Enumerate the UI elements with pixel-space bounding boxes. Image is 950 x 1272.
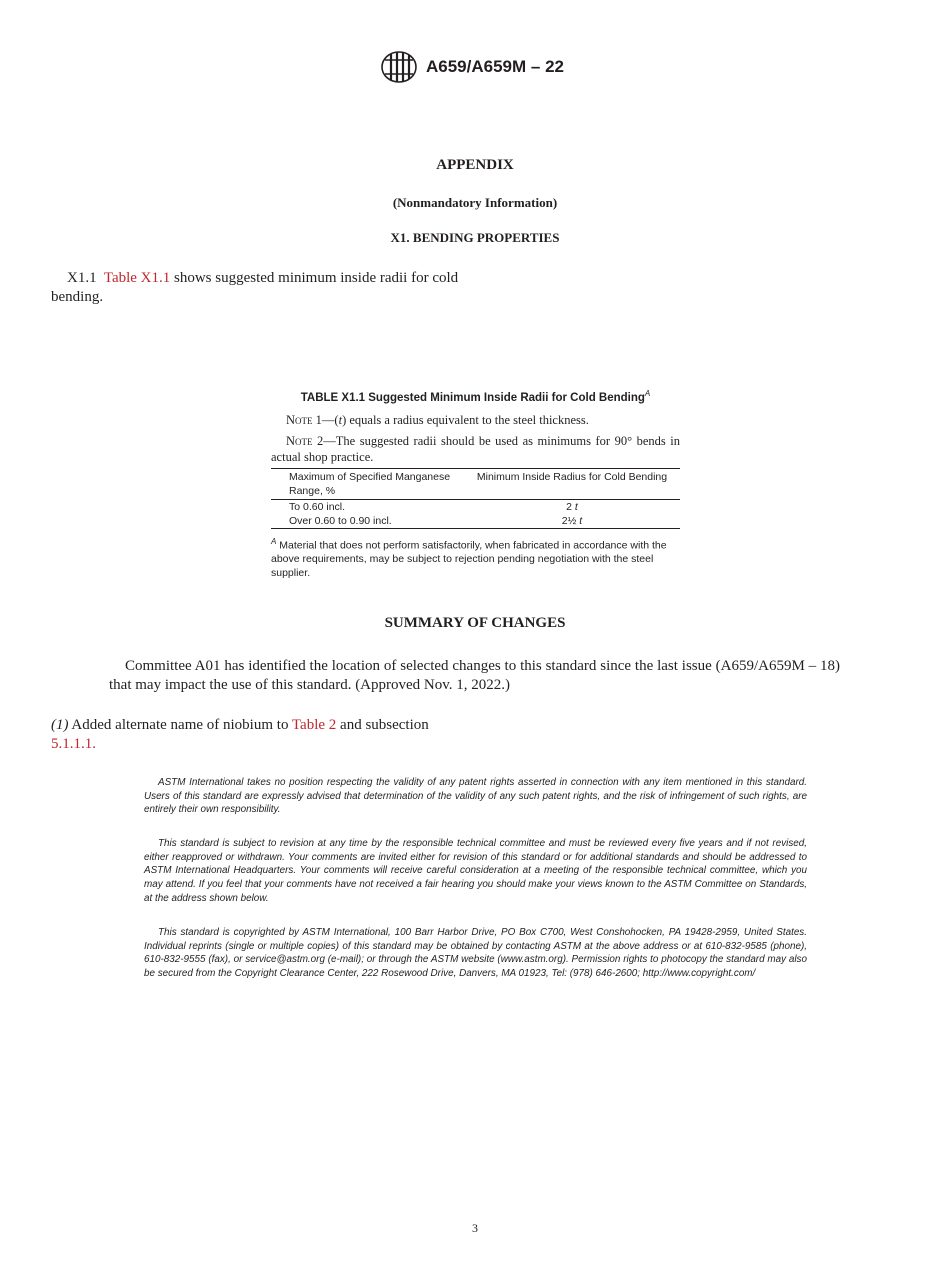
note-variable: t [338, 412, 343, 427]
table-row [271, 514, 680, 529]
item-period: . [92, 736, 96, 752]
table-x1-1-link[interactable]: Table X1.1 [103, 270, 171, 286]
radius-variable: t [574, 500, 578, 513]
item-number: (1) [51, 717, 69, 733]
radius-cell [464, 499, 680, 514]
paragraph-number: X1.1 [67, 270, 97, 286]
revision-notice: This standard is subject to revision at any time by the responsible technical committee and must be reviewed every five years and if not revised, either reapproved or withdrawn. Your comments are invited either for revision of this standard or for additional standards and should be addressed to ASTM International Headquarters. Your comments will receive careful consideration at a meeting of the responsible technical committee, which you may attend. If you feel that your comments have not received a fair hearing you should make your views known to the ASTM Committee on Standards, at the address shown below. [144, 838, 807, 904]
bending-radii-table [271, 468, 680, 529]
table-header-row [271, 468, 680, 499]
column-header-manganese: Maximum of Specified Manganese Range, % [289, 470, 451, 497]
table-caption [271, 389, 680, 404]
footnote-mark: A [271, 536, 277, 546]
table-note-1 [271, 412, 680, 428]
paragraph-text: shows suggested minimum inside radii for cold bending. [51, 270, 459, 305]
table-2-link[interactable]: Table 2 [291, 717, 337, 733]
table-caption-footnote-mark: A [644, 389, 651, 398]
manganese-range-cell: Over 0.60 to 0.90 incl. [289, 514, 392, 527]
page-number: 3 [472, 1221, 478, 1235]
summary-paragraph: Committee A01 has identified the location of selected changes to this standard since the last issue (A659/A659M – 18) that may impact the use of this standard. (Approved Nov. 1, 2022.) [109, 658, 840, 693]
summary-of-changes-title: SUMMARY OF CHANGES [384, 615, 566, 631]
radius-number: 2 [566, 500, 575, 513]
subsection-5-1-1-1-link[interactable]: 5.1.1.1 [51, 736, 93, 752]
patent-rights-notice: ASTM International takes no position respecting the validity of any patent rights asserted in connection with any item mentioned in this standard. Users of this standard are expressly advised that determination of the validity of any such patent rights, and the risk of infringement of such rights, are entirely their own responsibility. [144, 777, 807, 816]
note-text-rest: ) equals a radius equivalent to the steel thickness. [342, 412, 589, 427]
table-caption-text: TABLE X1.1 Suggested Minimum Inside Radii for Cold Bending [300, 391, 645, 404]
manganese-range-cell: To 0.60 incl. [289, 500, 346, 513]
column-header-radius: Minimum Inside Radius for Cold Bending [476, 470, 668, 483]
item-text-mid: and subsection [336, 717, 429, 733]
radius-variable: t [579, 514, 583, 527]
page-header [380, 50, 564, 84]
table-note-2 [271, 433, 680, 465]
section-heading: X1. BENDING PROPERTIES [390, 230, 560, 245]
table-footnote [271, 535, 680, 581]
appendix-subtitle: (Nonmandatory Information) [392, 195, 558, 210]
paragraph-x1-1 [51, 269, 471, 307]
astm-logo [380, 50, 418, 84]
appendix-title: APPENDIX [436, 157, 514, 173]
document-id: A659/A659M – 22 [426, 57, 564, 76]
copyright-notice: This standard is copyrighted by ASTM International, 100 Barr Harbor Drive, PO Box C700, West Conshohocken, PA 19428-2959, United States. Individual reprints (single or multiple copies) of this standard may be obtained by contacting ASTM at the above address or at 610-832-9585 (phone), 610-832-9555 (fax), or service@astm.org (e-mail); or through the ASTM website (www.astm.org). Permission rights to photocopy the standard may also be secured from the Copyright Clearance Center, 222 Rosewood Drive, Danvers, MA 01923, Tel: (978) 646-2600; http://www.copyright.com/ [144, 927, 807, 980]
footnote-text: Material that does not perform satisfactorily, when fabricated in accordance with the above requirements, may be subject to rejection pending negotiation with the steel supplier. [271, 539, 667, 580]
summary-item-1 [51, 716, 471, 754]
note-text: 2—The suggested radii should be used as minimums for 90° bends in actual shop practice. [271, 433, 680, 464]
note-text: 1—( [312, 412, 339, 427]
table-x1-1 [271, 389, 680, 580]
radius-cell [464, 514, 680, 529]
note-label: Note [286, 412, 313, 427]
note-label: Note [286, 433, 313, 448]
item-text: Added alternate name of niobium to [68, 717, 292, 733]
table-row [271, 499, 680, 514]
radius-number: 2½ [561, 514, 580, 527]
